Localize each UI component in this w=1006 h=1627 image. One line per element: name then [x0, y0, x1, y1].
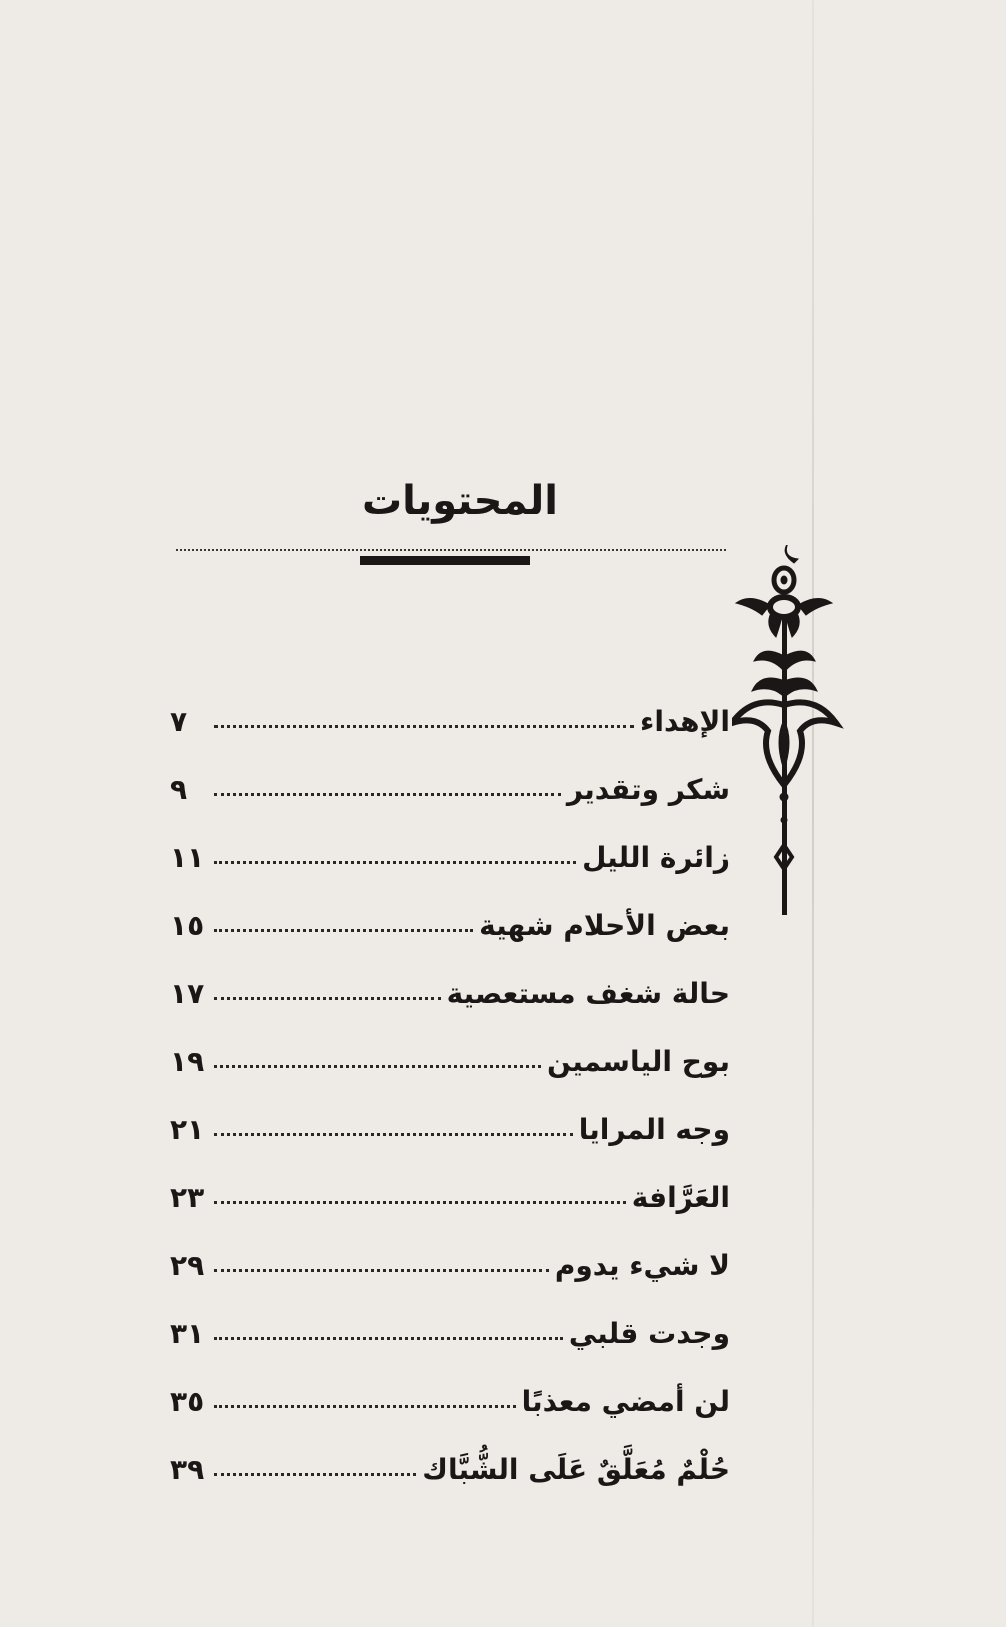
- page-title: المحتويات: [361, 478, 558, 524]
- toc-entry[interactable]: [170, 1030, 730, 1078]
- toc-entry-page: ١١: [170, 841, 205, 874]
- toc-entry[interactable]: [170, 1370, 730, 1418]
- toc-entry-title: لن أمضي معذبًا: [521, 1385, 730, 1418]
- toc-entry-title: وجدت قلبي: [568, 1317, 730, 1350]
- toc-entry[interactable]: [170, 1302, 730, 1350]
- toc-entry-page: ٣٥: [170, 1385, 205, 1418]
- toc-entry-page: ٢١: [170, 1113, 205, 1146]
- toc-leader-dots: [214, 1201, 626, 1204]
- toc-entry-title: بعض الأحلام شهية: [479, 909, 730, 942]
- toc-leader-dots: [214, 861, 576, 864]
- toc-leader-dots: [214, 1405, 516, 1408]
- toc-entry-title: الإهداء: [640, 705, 730, 738]
- toc-entry-page: ١٩: [170, 1045, 205, 1078]
- toc-leader-dots: [214, 793, 561, 796]
- toc-leader-dots: [214, 929, 473, 932]
- toc-entry-title: حالة شغف مستعصية: [446, 977, 730, 1010]
- toc-entry-page: ٩: [170, 773, 188, 806]
- toc-entry-page: ١٧: [170, 977, 205, 1010]
- toc-entry[interactable]: [170, 758, 730, 806]
- toc-leader-dots: [214, 725, 634, 728]
- toc-entry-title: وجه المرايا: [578, 1113, 730, 1146]
- toc-entry[interactable]: [170, 1234, 730, 1282]
- toc-entry[interactable]: [170, 962, 730, 1010]
- toc-leader-dots: [214, 1269, 549, 1272]
- toc-leader-dots: [214, 1133, 573, 1136]
- floral-vine-ornament-icon: [732, 545, 872, 955]
- toc-entry[interactable]: [170, 1438, 730, 1486]
- toc-entry-title: شكر وتقدير: [566, 773, 730, 806]
- toc-entry-page: ١٥: [170, 909, 205, 942]
- toc-entry-title: العَرَّافة: [631, 1181, 730, 1214]
- toc-entry-page: ٣١: [170, 1317, 205, 1350]
- toc-entry[interactable]: [170, 1166, 730, 1214]
- toc-leader-dots: [214, 1065, 541, 1068]
- toc-entry-title: زائرة الليل: [582, 841, 730, 874]
- title-underline-bar: [360, 556, 530, 565]
- toc-leader-dots: [214, 1473, 416, 1476]
- title-dotted-rule: [176, 549, 726, 551]
- toc-entry-page: ٢٣: [170, 1181, 205, 1214]
- toc-entry-page: ٢٩: [170, 1249, 205, 1282]
- toc-entry[interactable]: [170, 690, 730, 738]
- toc-entry-page: ٣٩: [170, 1453, 205, 1486]
- toc-entry-title: لا شيء يدوم: [554, 1249, 730, 1282]
- toc-entry-page: ٧: [170, 705, 188, 738]
- toc-entry-title: بوح الياسمين: [547, 1045, 730, 1078]
- toc-entry-title: حُلْمٌ مُعَلَّقٌ عَلَى الشُّبَّاك: [422, 1453, 730, 1486]
- toc-entry[interactable]: [170, 826, 730, 874]
- toc-leader-dots: [214, 997, 441, 1000]
- toc-leader-dots: [214, 1337, 563, 1340]
- toc-entry[interactable]: [170, 894, 730, 942]
- toc-entry[interactable]: [170, 1098, 730, 1146]
